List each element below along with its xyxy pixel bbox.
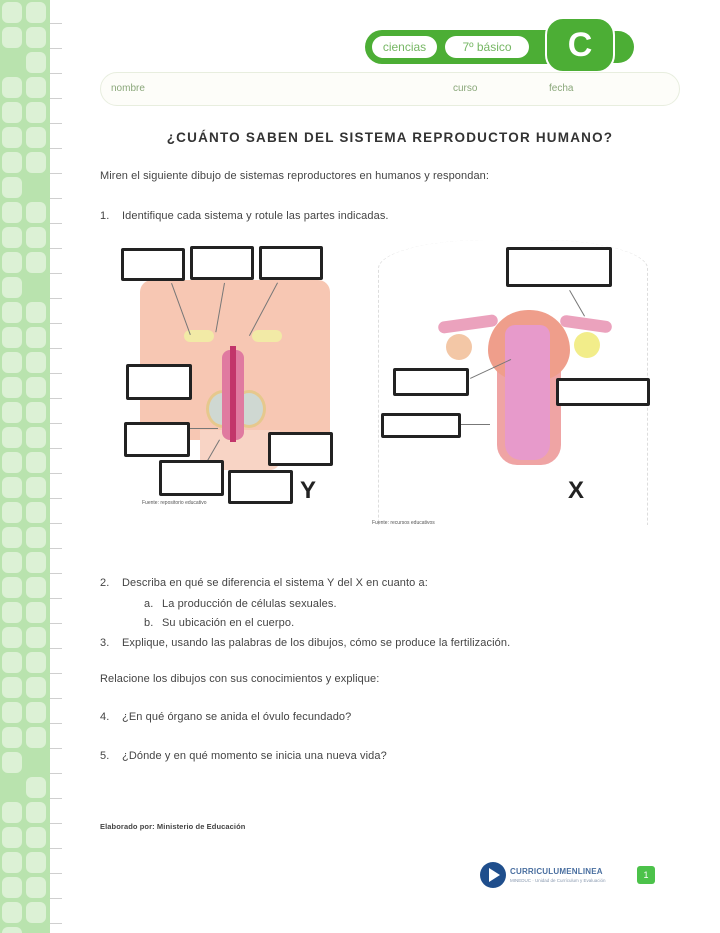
image-source-left: Fuente: repositorio educativo bbox=[142, 500, 207, 506]
question-1 bbox=[100, 210, 389, 222]
play-logo-icon bbox=[480, 862, 506, 888]
label-box-female-1[interactable] bbox=[506, 247, 612, 287]
question-2-item-b bbox=[144, 617, 294, 629]
question-number: 3. bbox=[100, 637, 110, 649]
grade-tag: 7º básico bbox=[445, 36, 529, 58]
question-3 bbox=[100, 637, 510, 649]
relate-instruction: Relacione los dibujos con sus conocimientos y explique: bbox=[100, 673, 380, 685]
question-4 bbox=[100, 711, 351, 723]
level-badge: C bbox=[545, 17, 615, 73]
name-field-label: nombre bbox=[111, 83, 145, 94]
label-box-male-8[interactable] bbox=[228, 470, 293, 504]
label-box-female-3[interactable] bbox=[556, 378, 650, 406]
decorative-side-strip bbox=[0, 0, 50, 933]
page-number-badge: 1 bbox=[637, 866, 655, 884]
label-box-female-2[interactable] bbox=[393, 368, 469, 396]
ovary-right bbox=[574, 332, 600, 358]
uterus-cavity bbox=[505, 325, 550, 460]
question-number: 1. bbox=[100, 210, 110, 222]
item-text: La producción de células sexuales. bbox=[162, 598, 337, 610]
question-text: ¿En qué órgano se anida el óvulo fecundado? bbox=[122, 711, 352, 723]
intro-text: Miren el siguiente dibujo de sistemas reproductores en humanos y respondan: bbox=[100, 170, 490, 182]
question-text: Describa en qué se diferencia el sistema Y del X en cuanto a: bbox=[122, 577, 428, 589]
label-box-male-3[interactable] bbox=[259, 246, 323, 280]
question-5 bbox=[100, 750, 387, 762]
logo-tagline: MINEDUC · Unidad de Currículum y Evaluación bbox=[510, 878, 606, 883]
seminal-vesicle-right bbox=[252, 330, 282, 342]
label-box-male-6[interactable] bbox=[268, 432, 333, 466]
item-letter: b. bbox=[144, 617, 154, 629]
curriculum-en-linea-logo[interactable] bbox=[480, 862, 630, 888]
system-letter-y: Y bbox=[300, 477, 317, 504]
subject-tag: ciencias bbox=[372, 36, 437, 58]
label-box-male-1[interactable] bbox=[121, 248, 185, 281]
question-number: 2. bbox=[100, 577, 110, 589]
date-field-label: fecha bbox=[549, 83, 574, 94]
student-info-bar[interactable] bbox=[100, 72, 680, 106]
item-text: Su ubicación en el cuerpo. bbox=[162, 617, 295, 629]
question-2 bbox=[100, 577, 428, 589]
label-box-male-4[interactable] bbox=[126, 364, 192, 400]
label-box-male-5[interactable] bbox=[124, 422, 190, 457]
question-number: 4. bbox=[100, 711, 110, 723]
course-field-label: curso bbox=[453, 83, 478, 94]
question-2-item-a bbox=[144, 598, 337, 610]
question-text: Identifique cada sistema y rotule las partes indicadas. bbox=[122, 210, 389, 222]
leader-line bbox=[188, 428, 218, 429]
credit-line: Elaborado por: Ministerio de Educación bbox=[100, 822, 246, 831]
question-number: 5. bbox=[100, 750, 110, 762]
decorative-grid bbox=[2, 0, 48, 933]
logo-name: CURRICULUMENLINEA bbox=[510, 867, 603, 876]
decorative-ticks bbox=[50, 0, 62, 933]
label-box-male-7[interactable] bbox=[159, 460, 224, 496]
ovary-left bbox=[446, 334, 472, 360]
question-text: ¿Dónde y en qué momento se inicia una nueva vida? bbox=[122, 750, 387, 762]
system-letter-x: X bbox=[568, 477, 585, 504]
image-source-right: Fuente: recursos educativos bbox=[372, 520, 435, 526]
label-box-female-4[interactable] bbox=[381, 413, 461, 438]
worksheet-title: ¿CUÁNTO SABEN DEL SISTEMA REPRODUCTOR HUMANO? bbox=[166, 130, 614, 145]
leader-line bbox=[460, 424, 490, 425]
label-box-male-2[interactable] bbox=[190, 246, 254, 280]
urethra-shape bbox=[230, 346, 236, 442]
question-text: Explique, usando las palabras de los dibujos, cómo se produce la fertilización. bbox=[122, 637, 511, 649]
item-letter: a. bbox=[144, 598, 154, 610]
